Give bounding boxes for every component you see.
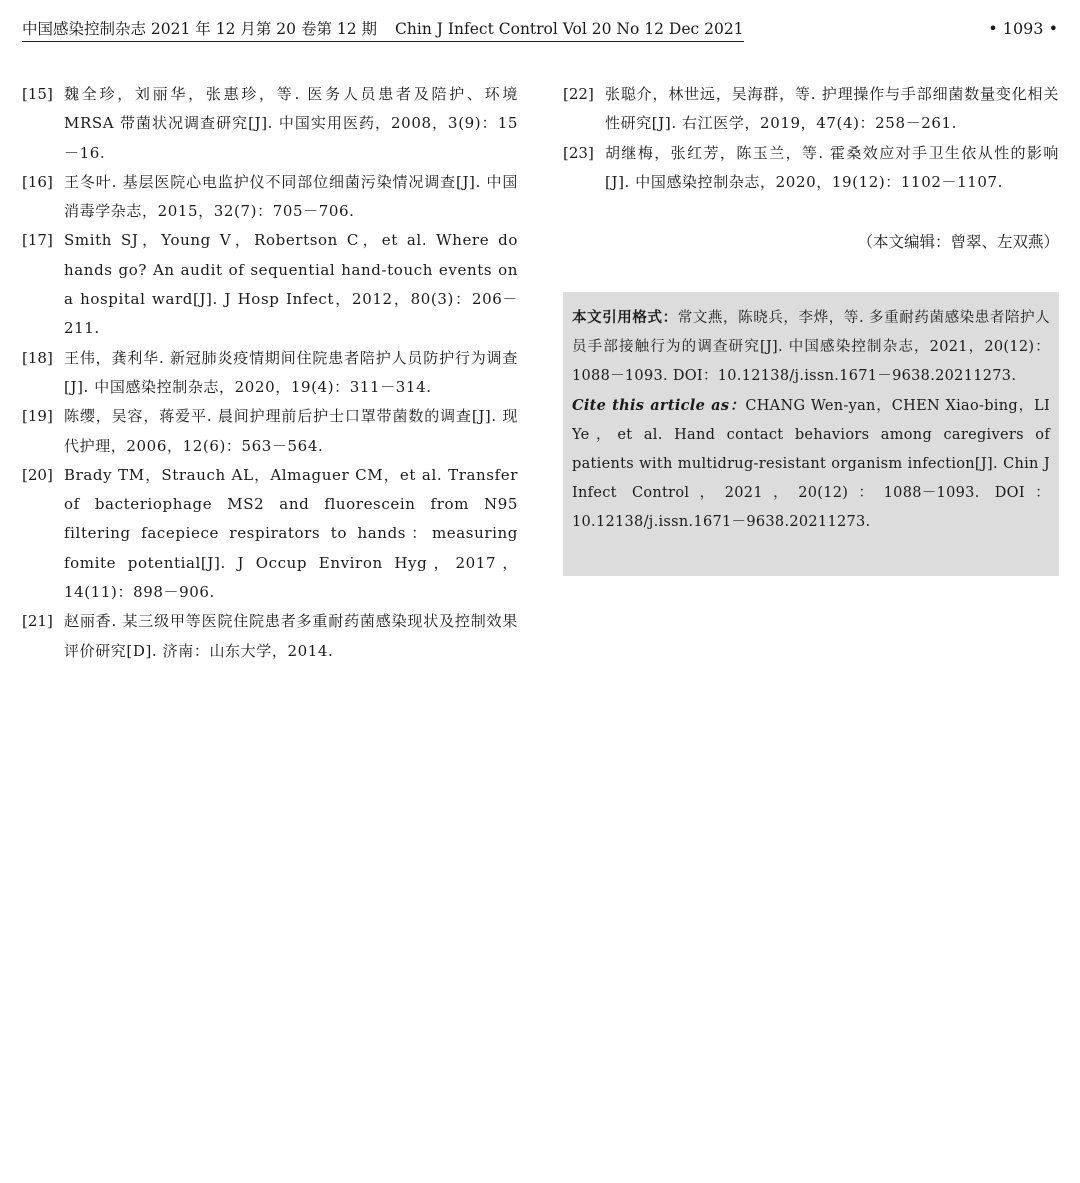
reference-number: [23] <box>563 143 594 162</box>
citation-cn-text: 常文燕，陈晓兵，李烨，等. 多重耐药菌感染患者陪护人员手部接触行为的调查研究[J]. 中国感染控制杂志，2021，20(12)：1088－1093. DOI：10.12138/j.issn.1671－9638.20211273. <box>572 310 1050 384</box>
reference-item <box>22 461 518 607</box>
reference-item <box>563 80 1059 139</box>
running-header <box>22 18 1058 44</box>
reference-text: Brady TM，Strauch AL，Almaguer CM，et al. Transfer of bacteriophage MS2 and fluorescein from N95 filtering facepiece respirators to hands：measuring fomite potential[J]. J Occup Environ Hyg，2017，14(11)：898－906. <box>64 465 518 602</box>
reference-number: [19] <box>22 407 53 426</box>
reference-number: [20] <box>22 465 53 484</box>
citation-en <box>572 391 1050 537</box>
citation-cn-label: 本文引用格式： <box>572 310 678 326</box>
reference-text: Smith SJ，Young V，Robertson C，et al. Where do hands go? An audit of sequential hand-touch events on a hospital ward[J]. J Hosp Infect，2012，80(3)：206－211. <box>64 231 518 338</box>
reference-number: [17] <box>22 231 53 250</box>
reference-number: [16] <box>22 172 53 191</box>
editor-credit: （本文编辑：曾翠、左双燕） <box>857 233 1059 251</box>
reference-item <box>22 607 518 666</box>
reference-item <box>22 80 518 168</box>
citation-en-text: CHANG Wen-yan，CHEN Xiao-bing，LI Ye，et al. Hand contact behaviors among caregivers of patients with multidrug-resistant organism infection[J]. Chin J Infect Control，2021，20(12)：1088－1093. DOI：10.12138/j.issn.1671－9638.20211273. <box>572 398 1050 530</box>
reference-text: 魏全珍，刘丽华，张惠珍，等. 医务人员患者及陪护、环境 MRSA 带菌状况调查研究[J]. 中国实用医药，2008，3(9)：15－16. <box>64 85 518 162</box>
citation-cn <box>572 304 1050 391</box>
reference-number: [21] <box>22 612 53 631</box>
citation-box <box>563 292 1059 576</box>
reference-number: [18] <box>22 348 53 367</box>
reference-number: [15] <box>22 85 53 103</box>
reference-text: 陈缨，吴容，蒋爱平. 晨间护理前后护士口罩带菌数的调查[J]. 现代护理，2006，12(6)：563－564. <box>64 407 518 455</box>
reference-text: 张聪介，林世远，吴海群，等. 护理操作与手部细菌数量变化相关性研究[J]. 右江医学，2019，47(4)：258－261. <box>605 85 1059 133</box>
reference-item <box>22 226 518 343</box>
journal-header <box>22 18 744 42</box>
reference-text: 王冬叶. 基层医院心电监护仪不同部位细菌污染情况调查[J]. 中国消毒学杂志，2015，32(7)：705－706. <box>64 172 518 221</box>
reference-item <box>22 402 518 461</box>
reference-item <box>22 344 518 403</box>
journal-title-cn: 中国感染控制杂志 2021 年 12 月第 20 卷第 12 期 <box>22 20 378 38</box>
reference-number: [22] <box>563 85 594 103</box>
reference-item <box>22 168 518 227</box>
reference-text: 王伟，龚利华. 新冠肺炎疫情期间住院患者陪护人员防护行为调查[J]. 中国感染控制杂志，2020，19(4)：311－314. <box>64 348 518 396</box>
reference-item <box>563 139 1059 198</box>
journal-title-en: Chin J Infect Control Vol 20 No 12 Dec 2021 <box>395 20 744 38</box>
reference-text: 胡继梅，张红芳，陈玉兰，等. 霍桑效应对手卫生依从性的影响[J]. 中国感染控制杂志，2020，19(12)：1102－1107. <box>605 143 1059 191</box>
references-left-column <box>22 80 518 666</box>
reference-text: 赵丽香. 某三级甲等医院住院患者多重耐药菌感染现状及控制效果评价研究[D]. 济南：山东大学，2014. <box>64 612 518 660</box>
citation-en-label: Cite this article as： <box>572 397 746 414</box>
page-number: • 1093 • <box>988 19 1058 38</box>
references-right-column <box>563 80 1059 197</box>
